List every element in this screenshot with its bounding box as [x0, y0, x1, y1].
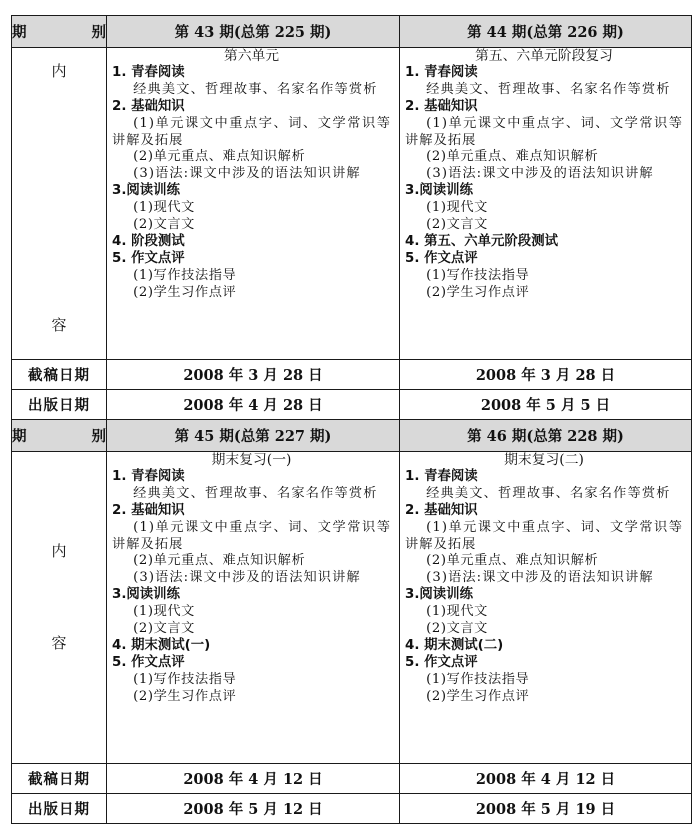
section-item: (2)单元重点、难点知识解析 [133, 149, 306, 165]
issue-content [107, 452, 400, 764]
period-label: 期 别 [12, 420, 107, 452]
section-heading: 4. 阶段测试 [112, 233, 185, 249]
issue-header: 第 46 期(总第 228 期) [400, 420, 692, 452]
issue-header: 第 43 期(总第 225 期) [107, 16, 400, 48]
section-item: (2)单元重点、难点知识解析 [133, 553, 306, 569]
content-label-bottom: 容 [51, 634, 67, 652]
issue-header: 第 45 期(总第 227 期) [107, 420, 400, 452]
section-item: (3)语法:课文中涉及的语法知识讲解 [426, 570, 654, 586]
content-label-cell [12, 48, 107, 360]
publish-label: 出版日期 [12, 794, 107, 824]
section-heading: 1. 青春阅读 [112, 468, 185, 484]
deadline-date: 2008 年 3 月 28 日 [107, 360, 400, 390]
section-item: (2)学生习作点评 [426, 284, 530, 300]
section-heading: 5. 作文点评 [405, 250, 478, 266]
deadline-label: 截稿日期 [12, 764, 107, 794]
section-heading: 2. 基础知识 [405, 98, 478, 114]
section-item: (2)学生习作点评 [426, 688, 530, 704]
issue-content [107, 48, 400, 360]
section-heading: 1. 青春阅读 [405, 64, 478, 80]
section-heading: 1. 青春阅读 [112, 64, 185, 80]
publish-date: 2008 年 4 月 28 日 [107, 390, 400, 420]
section-item: (1)现代文 [133, 604, 195, 620]
section-heading: 3.阅读训练 [405, 183, 473, 199]
section-heading: 5. 作文点评 [112, 654, 185, 670]
section-item: (2)单元重点、难点知识解析 [426, 553, 599, 569]
section-heading: 3.阅读训练 [112, 183, 180, 199]
publish-label: 出版日期 [12, 390, 107, 420]
section-item: (2)学生习作点评 [133, 284, 237, 300]
section-item: (1)写作技法指导 [426, 267, 530, 283]
section-heading: 1. 青春阅读 [405, 468, 478, 484]
section-item: (1)写作技法指导 [133, 267, 237, 283]
content-row [12, 48, 692, 360]
deadline-date: 2008 年 3 月 28 日 [400, 360, 692, 390]
issue-content [400, 452, 692, 764]
deadline-label: 截稿日期 [12, 360, 107, 390]
section-item: (1)现代文 [133, 200, 195, 216]
issue-schedule-table [11, 15, 692, 824]
content-label-top: 内 [51, 62, 67, 80]
section-text: 经典美文、哲理故事、名家名作等赏析 [133, 81, 378, 97]
publish-row [12, 390, 692, 420]
section-item: (1)单元课文中重点字、词、文学常识等讲解及拓展 [112, 115, 391, 148]
section-item: (1)单元课文中重点字、词、文学常识等讲解及拓展 [405, 519, 683, 552]
content-title: 期末复习(二) [504, 452, 584, 468]
deadline-row [12, 360, 692, 390]
content-title: 第五、六单元阶段复习 [475, 48, 613, 64]
section-item: (2)单元重点、难点知识解析 [426, 149, 599, 165]
deadline-row [12, 764, 692, 794]
section-heading: 2. 基础知识 [112, 502, 185, 518]
publish-date: 2008 年 5 月 5 日 [400, 390, 692, 420]
content-label-top: 内 [51, 542, 67, 560]
publish-date: 2008 年 5 月 12 日 [107, 794, 400, 824]
section-heading: 2. 基础知识 [405, 502, 478, 518]
section-item: (2)学生习作点评 [133, 688, 237, 704]
content-title: 期末复习(一) [211, 452, 292, 468]
section-item: (1)写作技法指导 [426, 671, 530, 687]
section-heading: 5. 作文点评 [405, 654, 478, 670]
section-heading: 4. 期末测试(二) [405, 637, 504, 653]
content-title: 第六单元 [223, 48, 280, 64]
section-item: (2)文言文 [133, 217, 195, 233]
deadline-date: 2008 年 4 月 12 日 [400, 764, 692, 794]
content-label-bottom: 容 [51, 316, 67, 334]
content-row [12, 452, 692, 764]
issue-content [400, 48, 692, 360]
section-item: (3)语法:课文中涉及的语法知识讲解 [426, 166, 654, 182]
section-item: (1)写作技法指导 [133, 671, 237, 687]
publish-date: 2008 年 5 月 19 日 [400, 794, 692, 824]
header-row [12, 420, 692, 452]
section-item: (2)文言文 [426, 217, 488, 233]
section-item: (1)单元课文中重点字、词、文学常识等讲解及拓展 [405, 115, 683, 148]
section-heading: 5. 作文点评 [112, 250, 185, 266]
header-row [12, 16, 692, 48]
period-label: 期 别 [12, 16, 107, 48]
section-heading: 3.阅读训练 [405, 587, 473, 603]
publish-row [12, 794, 692, 824]
section-item: (1)单元课文中重点字、词、文学常识等讲解及拓展 [112, 519, 391, 552]
section-heading: 2. 基础知识 [112, 98, 185, 114]
section-heading: 3.阅读训练 [112, 587, 180, 603]
section-item: (2)文言文 [426, 621, 488, 637]
issue-header: 第 44 期(总第 226 期) [400, 16, 692, 48]
deadline-date: 2008 年 4 月 12 日 [107, 764, 400, 794]
section-text: 经典美文、哲理故事、名家名作等赏析 [426, 485, 671, 501]
section-item: (1)现代文 [426, 200, 488, 216]
section-text: 经典美文、哲理故事、名家名作等赏析 [426, 81, 671, 97]
section-item: (3)语法:课文中涉及的语法知识讲解 [133, 570, 361, 586]
section-text: 经典美文、哲理故事、名家名作等赏析 [133, 485, 378, 501]
section-item: (3)语法:课文中涉及的语法知识讲解 [133, 166, 361, 182]
section-heading: 4. 第五、六单元阶段测试 [405, 233, 558, 249]
section-item: (1)现代文 [426, 604, 488, 620]
section-item: (2)文言文 [133, 621, 195, 637]
section-heading: 4. 期末测试(一) [112, 637, 211, 653]
content-label-cell [12, 452, 107, 764]
